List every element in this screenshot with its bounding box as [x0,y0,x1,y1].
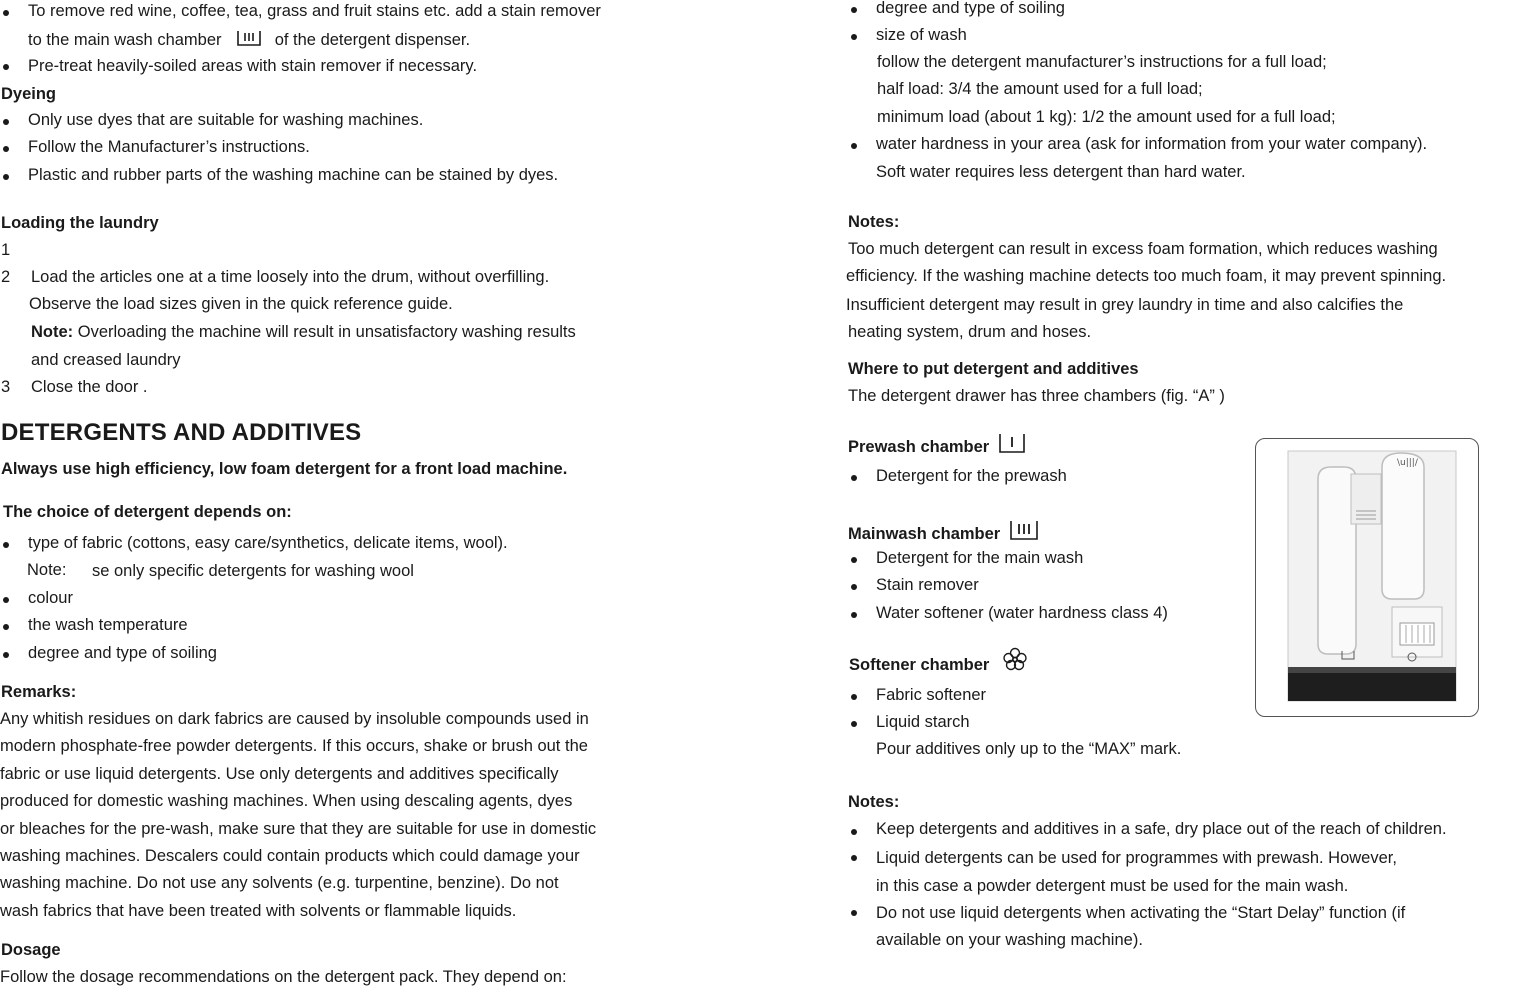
step-number: 1 [1,241,11,259]
dyeing-item: Only use dyes that are suitable for washing machines. [28,111,424,129]
notes2-item: Keep detergents and additives in a safe, dry place out of the reach of children. [876,820,1447,838]
prewash-chamber-icon [998,432,1026,459]
bullet [851,910,857,916]
remarks-line: or bleaches for the pre-wash, make sure that they are suitable for use in domestic [0,820,597,838]
notes-line: Insufficient detergent may result in grey laundry in time and also calcifies the [846,296,1404,314]
where-text: The detergent drawer has three chambers (fig. “A” ) [848,387,1225,405]
water-hardness: water hardness in your area (ask for information from your water company). [876,135,1428,153]
size-line: minimum load (about 1 kg): 1/2 the amount used for a full load; [877,108,1336,126]
notes2-item: Liquid detergents can be used for programmes with prewash. However, [876,849,1397,867]
bullet [3,542,9,548]
step-number: 3 [1,378,11,396]
notes-line: heating system, drum and hoses. [848,323,1092,341]
notes-line: Too much detergent can result in excess foam formation, which reduces washing [848,240,1438,258]
bullet [3,64,9,70]
size-line: half load: 3/4 the amount used for a full load; [877,80,1203,98]
loading-note-line2: and creased laundry [31,351,181,369]
choice-item: colour [28,589,73,607]
remarks-line: washing machine. Do not use any solvents (e.g. turpentine, benzine). Do not [0,874,559,892]
dosage-factor: size of wash [876,26,967,44]
loading-step2-line2: Observe the load sizes given in the quick reference guide. [29,295,453,313]
bullet [851,721,857,727]
choice-heading: The choice of detergent depends on: [3,503,292,521]
softener-note: Pour additives only up to the “MAX” mark. [876,740,1182,758]
prewash-item: Detergent for the prewash [876,467,1067,485]
choice-note-text: se only specific detergents for washing wool [92,562,414,580]
always-use-text: Always use high efficiency, low foam detergent for a front load machine. [1,460,568,478]
softener-item: Fabric softener [876,686,987,704]
svg-text:\u|||/: \u|||/ [1397,458,1418,468]
bullet [3,597,9,603]
notes-line: efficiency. If the washing machine detects too much foam, it may prevent spinning. [846,267,1447,285]
notes-heading: Notes: [848,793,900,811]
step-number: 2 [1,268,11,286]
softener-heading: Softener chamber [849,647,1028,676]
bullet [851,557,857,563]
stain-remover-line2: to the main wash chamber of the detergent dispenser. [28,29,470,52]
stain-remover-line1: To remove red wine, coffee, tea, grass and fruit stains etc. add a stain remover [28,2,601,20]
mainwash-item: Water softener (water hardness class 4) [876,604,1168,622]
notes-heading: Notes: [848,213,900,231]
detergent-drawer-figure [1255,438,1479,717]
dyeing-item: Follow the Manufacturer’s instructions. [28,138,310,156]
bullet [851,475,857,481]
dyeing-heading: Dyeing [1,85,57,103]
bullet [851,694,857,700]
remarks-line: produced for domestic washing machines. When using descaling agents, dyes [0,792,573,810]
choice-note-label: Note: [27,561,67,579]
bullet [851,855,857,861]
mainwash-chamber-icon [1009,519,1039,546]
bullet [3,119,9,125]
choice-item: type of fabric (cottons, easy care/synthetics, delicate items, wool). [28,534,508,552]
section-title: DETERGENTS AND ADDITIVES [1,419,362,446]
loading-step3: Close the door . [31,378,148,396]
loading-note: Note: Overloading the machine will result in unsatisfactory washing results [31,323,576,341]
notes2-item: available on your washing machine). [876,931,1143,949]
bullet [851,612,857,618]
prewash-heading: Prewash chamber [848,432,1026,459]
remarks-line: modern phosphate-free powder detergents. If this occurs, shake or brush out the [0,737,588,755]
bullet [3,652,9,658]
bullet [3,174,9,180]
bullet [851,34,857,40]
bullet [3,10,9,16]
bullet [3,624,9,630]
remarks-line: washing machines. Descalers could contain products which could damage your [0,847,580,865]
dosage-heading: Dosage [1,941,61,959]
dyeing-item: Plastic and rubber parts of the washing machine can be stained by dyes. [28,166,559,184]
mainwash-item: Detergent for the main wash [876,549,1084,567]
softener-item: Liquid starch [876,713,970,731]
bullet [3,146,9,152]
remarks-line: Any whitish residues on dark fabrics are caused by insoluble compounds used in [0,710,589,728]
mainwash-item: Stain remover [876,576,979,594]
remarks-line: fabric or use liquid detergents. Use only detergents and additives specifically [0,765,559,783]
size-line: follow the detergent manufacturer’s instructions for a full load; [877,53,1327,71]
bullet [851,584,857,590]
notes2-item: Do not use liquid detergents when activating the “Start Delay” function (if [876,904,1406,922]
flower-softener-icon [1002,647,1028,676]
choice-item: the wash temperature [28,616,188,634]
where-heading: Where to put detergent and additives [848,360,1139,378]
detergent-drawer-illustration [1256,439,1478,716]
soft-water: Soft water requires less detergent than hard water. [876,163,1246,181]
notes2-item: in this case a powder detergent must be used for the main wash. [876,877,1349,895]
remarks-line: wash fabrics that have been treated with solvents or flammable liquids. [0,902,517,920]
pretreat-text: Pre-treat heavily-soiled areas with stain remover if necessary. [28,57,478,75]
dosage-factor: degree and type of soiling [876,0,1065,17]
choice-item: degree and type of soiling [28,644,217,662]
bullet [851,143,857,149]
loading-step2-line1: Load the articles one at a time loosely into the drum, without overfilling. [31,268,550,286]
loading-heading: Loading the laundry [1,214,159,232]
mainwash-heading: Mainwash chamber [848,519,1039,546]
remarks-heading: Remarks: [1,683,77,701]
dosage-text: Follow the dosage recommendations on the detergent pack. They depend on: [0,968,567,986]
mainwash-chamber-icon [236,29,262,52]
bullet [851,7,857,13]
bullet [851,829,857,835]
